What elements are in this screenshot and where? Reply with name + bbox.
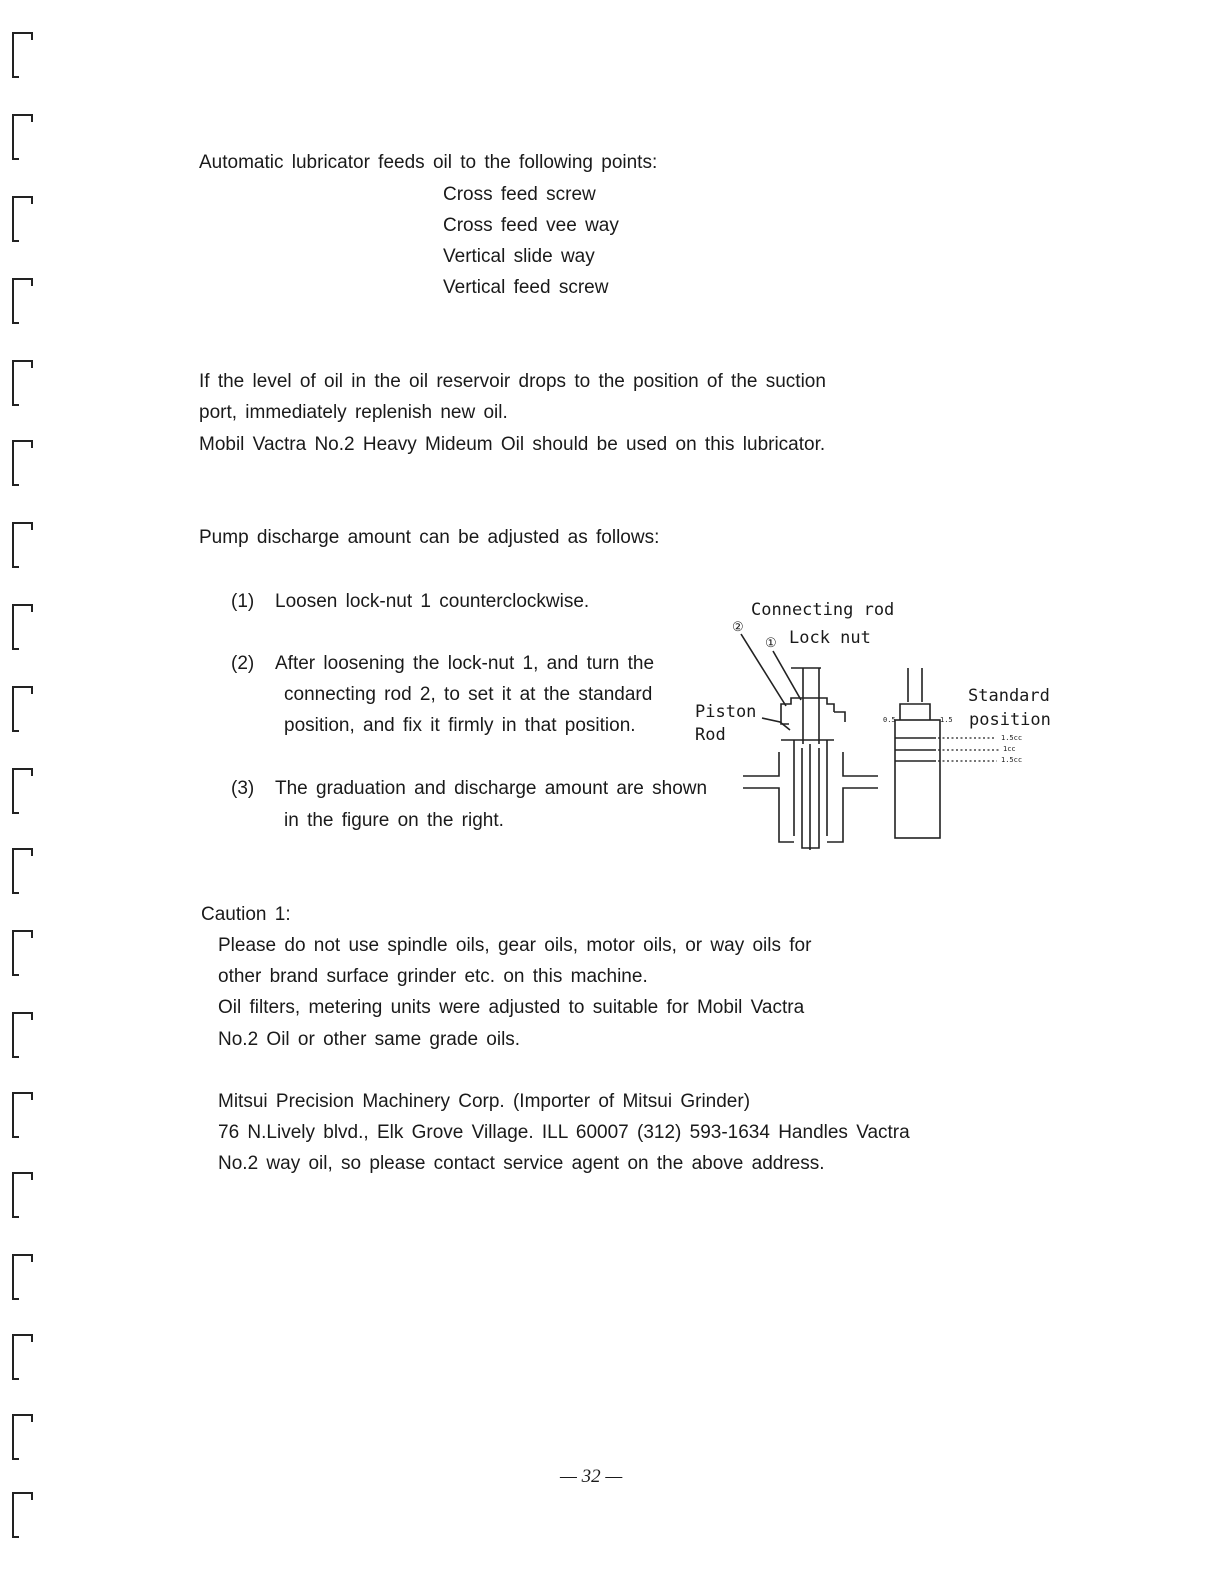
label-connecting-rod: Connecting rod [751,600,895,620]
caution-line: No.2 Oil or other same grade oils. [218,1029,521,1050]
label-lock-nut: Lock nut [789,628,871,648]
lube-point: Vertical slide way [443,246,595,267]
lube-point: Cross feed screw [443,184,596,205]
scale-right: 1.5 [940,716,953,724]
contact-line: 76 N.Lively blvd., Elk Grove Village. ILL 60007 (312) 593-1634 Handles Vactra [218,1122,910,1143]
step-number: (1) [231,591,255,612]
reservoir-line: port, immediately replenish new oil. [199,402,508,423]
contact-line: No.2 way oil, so please contact service agent on the above address. [218,1153,825,1174]
reservoir-line: Mobil Vactra No.2 Heavy Mideum Oil should be used on this lubricator. [199,434,826,455]
contact-line: Mitsui Precision Machinery Corp. (Importer of Mitsui Grinder) [218,1091,751,1112]
graduation-3: 1.5cc [1001,756,1023,764]
step-number: (2) [231,653,255,674]
reservoir-line: If the level of oil in the oil reservoir drops to the position of the suction [199,371,826,392]
label-piston: Piston [695,702,757,722]
connecting-rod-leader [741,634,786,706]
caution-line: Please do not use spindle oils, gear oils, motor oils, or way oils for [218,935,812,956]
caution-title: Caution 1: [201,904,291,925]
scale-left: 0.5 [883,716,896,724]
caution-line: Oil filters, metering units were adjusted to suitable for Mobil Vactra [218,997,805,1018]
step-line: in the figure on the right. [284,810,504,831]
graduation-2: 1cc [1003,745,1016,753]
pump-intro: Pump discharge amount can be adjusted as follows: [199,527,660,548]
step-line: connecting rod 2, to set it at the standard [284,684,653,705]
step-line: The graduation and discharge amount are shown [275,778,708,799]
lube-point: Vertical feed screw [443,277,609,298]
label-number-1: ① [765,636,777,651]
step-number: (3) [231,778,255,799]
graduation-1: 1.5cc [1001,734,1023,742]
label-position: position [969,710,1051,730]
caution-line: other brand surface grinder etc. on this machine. [218,966,648,987]
label-standard: Standard [968,686,1050,706]
lube-intro: Automatic lubricator feeds oil to the following points: [199,152,658,173]
page-number: — 32 — [560,1466,623,1487]
step-line: Loosen lock-nut 1 counterclockwise. [275,591,590,612]
step-line: position, and fix it firmly in that position. [284,715,636,736]
label-number-2: ② [732,620,744,635]
lube-point: Cross feed vee way [443,215,619,236]
label-rod: Rod [695,725,726,745]
step-line: After loosening the lock-nut 1, and turn the [275,653,655,674]
